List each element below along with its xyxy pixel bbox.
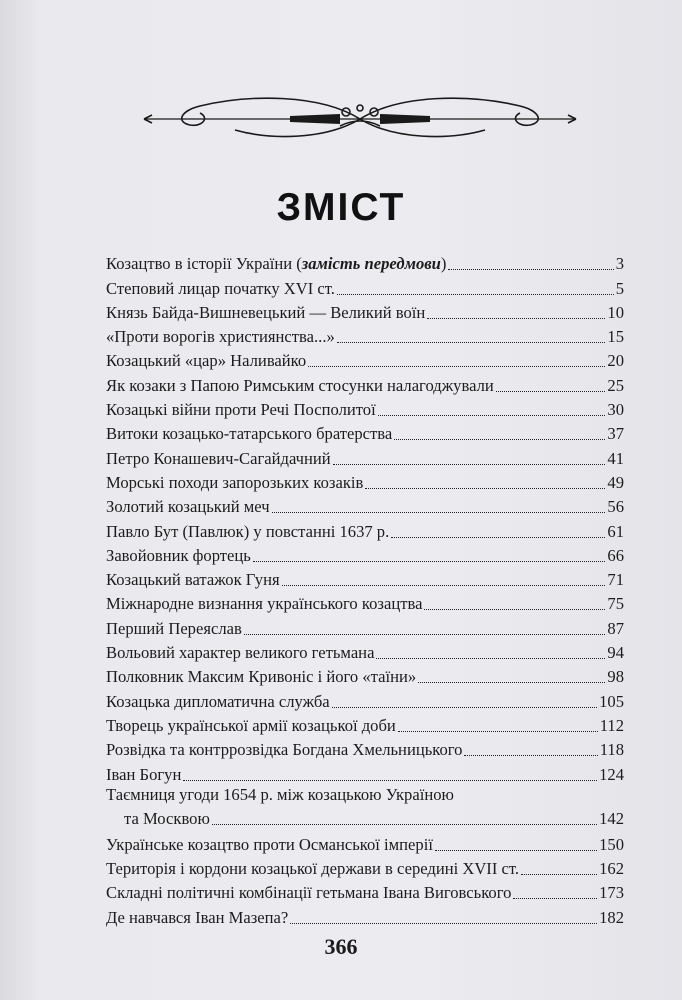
toc-page: 173 [599,883,624,903]
toc-entry: Таємниця угоди 1654 р. між козацькою Україною та Москвою 142 [106,784,624,828]
toc-entry: Творець української армії козацької доби 112 [106,715,624,735]
toc-page: 118 [599,740,624,760]
toc-page: 75 [607,594,624,614]
toc-page: 20 [607,351,624,371]
toc-page: 66 [607,545,624,565]
toc-entry: Морські походи запорозьких козаків 49 [106,472,624,492]
toc-entry: Складні політичні комбінації гетьмана Івана Виговського 173 [106,883,624,903]
toc-page: 94 [607,643,624,663]
toc-entry: Полковник Максим Кривоніс і його «таїни» 98 [106,667,624,687]
toc-entry: Золотий козацький меч 56 [106,497,624,517]
toc-entry: Степовий лицар початку XVI ст. 5 [106,278,624,298]
toc-page: 87 [607,618,624,638]
toc-page: 150 [599,834,624,854]
toc-page: 37 [607,424,624,444]
toc-page: 10 [607,302,624,322]
toc-page: 71 [607,570,624,590]
toc-entry: Іван Богун 124 [106,764,624,784]
toc-entry: Козацький ватажок Гуня 71 [106,570,624,590]
toc-page: 56 [607,497,624,517]
toc-entry: Міжнародне визнання українського козацтва 75 [106,594,624,614]
page-number: 366 [324,934,358,959]
toc-entry: Козацька дипломатична служба 105 [106,691,624,711]
toc-page: 25 [607,375,624,395]
toc-entry: Вольовий характер великого гетьмана 94 [106,643,624,663]
toc-page: 3 [615,254,624,274]
toc-entry: Перший Переяслав 87 [106,618,624,638]
toc-entry: Українське козацтво проти Османської імперії 150 [106,834,624,854]
toc-page: 98 [607,667,624,687]
toc-entry: Завойовник фортець 66 [106,545,624,565]
page-title: ЗМІСТ [276,186,406,229]
table-of-contents [106,250,624,928]
toc-page: 105 [599,691,624,711]
toc-entry: Павло Бут (Павлюк) у повстанні 1637 р. 61 [106,521,624,541]
toc-entry: Козацький «цар» Наливайко 20 [106,351,624,371]
toc-page: 30 [607,400,624,420]
toc-page: 5 [615,278,624,298]
toc-page: 124 [599,764,624,784]
toc-entry: Витоки козацько-татарського братерства 37 [106,424,624,444]
toc-page: 162 [599,859,624,879]
toc-entry: Князь Байда-Вишневецький — Великий воїн 10 [106,302,624,322]
toc-page: 112 [599,715,624,735]
toc-entry: Козацтво в історії України (замість передмови) 3 [106,254,624,274]
toc-page: 182 [599,907,624,927]
toc-entry: Територія і кордони козацької держави в середині XVII ст. 162 [106,859,624,879]
toc-entry: Де навчався Іван Мазепа? 182 [106,907,624,927]
toc-entry: «Проти ворогів християнства...» 15 [106,327,624,347]
ornament-divider [140,92,580,144]
toc-entry: Розвідка та контррозвідка Богдана Хмельницького 118 [106,740,624,760]
toc-page: 142 [599,808,624,828]
toc-page: 61 [607,521,624,541]
toc-page: 15 [607,327,624,347]
toc-page: 49 [607,472,624,492]
toc-entry: Козацькі війни проти Речі Посполитої 30 [106,400,624,420]
toc-page: 41 [607,448,624,468]
toc-entry: Петро Конашевич-Сагайдачний 41 [106,448,624,468]
toc-entry: Як козаки з Папою Римським стосунки налагоджували 25 [106,375,624,395]
